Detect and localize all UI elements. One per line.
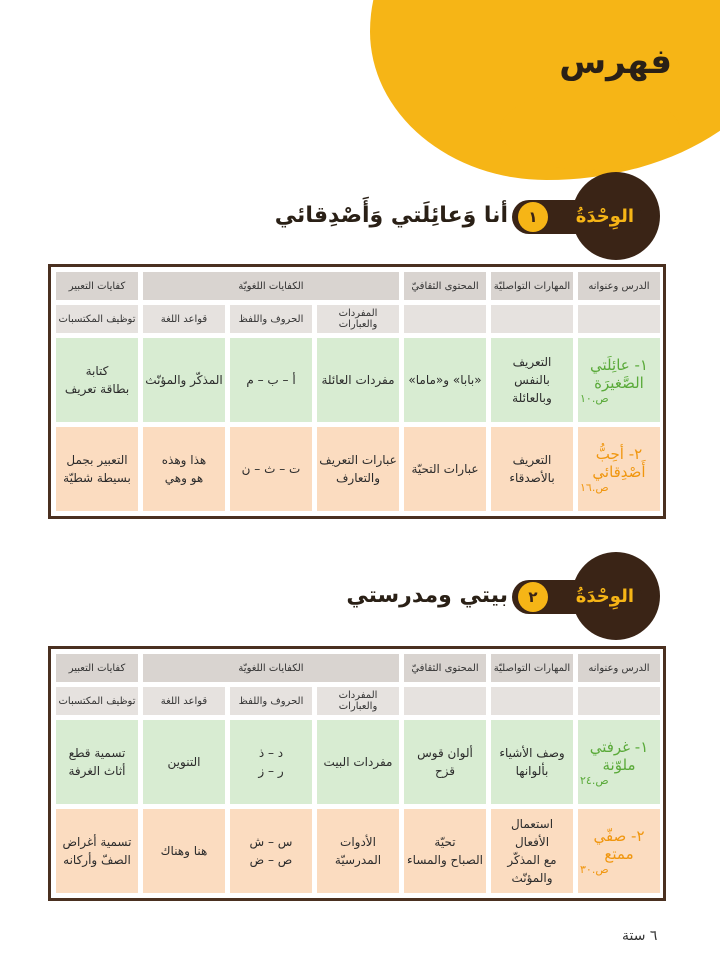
table-row: [56, 809, 660, 893]
letters-cell-line: س – ش: [249, 835, 293, 849]
comm-cell-line: بالنفس وبالعائلة: [512, 373, 552, 405]
header-: [578, 687, 660, 715]
table-row: [56, 427, 660, 511]
header-letters: الحروف واللفظ: [230, 687, 312, 715]
page-number: ٦ ستة: [622, 928, 658, 944]
grammar-cell-line: هنا وهناك: [160, 844, 208, 858]
letters-cell-line: أ – ب – م: [246, 373, 296, 387]
vocab-cell-line: عبارات التعريف: [319, 453, 397, 467]
lesson-title: ١- عائِلَتي: [590, 355, 648, 374]
unit-label: الوِحْدَةُ: [575, 586, 634, 607]
employ-cell-line: التعبير بجمل: [66, 453, 128, 467]
grammar-cell-line: هذا وهذه: [161, 453, 207, 467]
lesson-title: ملوّنة: [602, 755, 636, 774]
page-title: فهرس: [559, 42, 672, 82]
header-lesson: الدرس وعنوانه: [578, 654, 660, 682]
culture-cell: [404, 809, 486, 893]
grammar-cell: [143, 809, 225, 893]
comm-cell-line: استعمال الأفعال: [510, 817, 554, 849]
lesson-title: ١- غرفتي: [589, 737, 649, 756]
unit-2-table: [48, 646, 666, 901]
decorative-yellow-blob-tail: [500, 90, 680, 170]
culture-cell: [404, 720, 486, 804]
culture-cell-line: الصباح والمساء: [407, 853, 483, 867]
letters-cell-line: د – ذ: [258, 746, 284, 760]
lesson-title: ٢- أحِبُّ: [595, 444, 643, 463]
lesson-cell: [578, 338, 660, 422]
header-comm: المهارات التواصليّة: [491, 654, 573, 682]
employ-cell: [56, 427, 138, 511]
grammar-cell-line: المذكّر والمؤنّث: [145, 373, 223, 387]
employ-cell-line: كتابة: [85, 364, 109, 378]
culture-cell-line: ألوان قوس قزح: [417, 746, 473, 778]
comm-cell: [491, 338, 573, 422]
header-culture: المحتوى الثقافيّ: [404, 272, 486, 300]
table-row: [56, 720, 660, 804]
grammar-cell: [143, 720, 225, 804]
lesson-page: ص.٢٤: [580, 773, 609, 787]
culture-cell-line: تحيّة: [434, 835, 456, 849]
unit-1-table: [48, 264, 666, 519]
lesson-cell: [578, 809, 660, 893]
header-: [578, 305, 660, 333]
letters-cell: [230, 720, 312, 804]
letters-cell: [230, 427, 312, 511]
lesson-title: ٢- صفّي: [593, 826, 645, 845]
comm-cell-line: والمؤنّث: [511, 871, 553, 885]
vocab-cell-line: المدرسيّة: [334, 853, 382, 867]
header-expression: كفايات التعبير: [56, 272, 138, 300]
employ-cell-line: بسيطة شطيّة: [63, 471, 131, 485]
header-linguistic: الكفايات اللغويّة: [143, 272, 399, 300]
vocab-cell-line: الأدوات: [340, 835, 376, 849]
letters-cell-line: ر – ز: [258, 764, 284, 778]
vocab-cell: [317, 720, 399, 804]
vocab-cell-line: والتعارف: [335, 471, 381, 485]
culture-cell: [404, 427, 486, 511]
letters-cell: [230, 809, 312, 893]
unit-number: ٢: [518, 582, 548, 612]
letters-cell-line: ص – ض: [249, 853, 293, 867]
header-linguistic: الكفايات اللغويّة: [143, 654, 399, 682]
lesson-page: ص.١٦: [580, 480, 609, 494]
header-lesson: الدرس وعنوانه: [578, 272, 660, 300]
comm-cell-line: التعريف: [512, 355, 552, 369]
comm-cell-line: مع المذكّر: [507, 853, 557, 867]
lesson-title: أَصْدِقائي: [592, 462, 646, 481]
vocab-cell: [317, 338, 399, 422]
header-culture: المحتوى الثقافيّ: [404, 654, 486, 682]
comm-cell: [491, 427, 573, 511]
unit-title: بيتي ومدرستي: [346, 583, 508, 608]
vocab-cell: [317, 809, 399, 893]
employ-cell: [56, 809, 138, 893]
unit-number: ١: [518, 202, 548, 232]
header-: [491, 305, 573, 333]
grammar-cell: [143, 338, 225, 422]
header-grammar: قواعد اللغة: [143, 687, 225, 715]
header-letters: الحروف واللفظ: [230, 305, 312, 333]
employ-cell-line: بطاقة تعريف: [64, 382, 130, 396]
header-: [491, 687, 573, 715]
header-employ: توظيف المكتسبات: [56, 305, 138, 333]
header-: [404, 687, 486, 715]
unit-label: الوِحْدَةُ: [575, 206, 634, 227]
header-employ: توظيف المكتسبات: [56, 687, 138, 715]
comm-cell: [491, 720, 573, 804]
employ-cell-line: أثاث الغرفة: [68, 764, 126, 778]
comm-cell: [491, 809, 573, 893]
lesson-title: ممتع: [604, 844, 634, 863]
employ-cell: [56, 338, 138, 422]
grammar-cell-line: التنوين: [167, 755, 201, 769]
lesson-cell: [578, 720, 660, 804]
employ-cell: [56, 720, 138, 804]
grammar-cell-line: هو وهي: [164, 471, 204, 485]
header-grammar: قواعد اللغة: [143, 305, 225, 333]
table-row: [56, 338, 660, 422]
lesson-cell: [578, 427, 660, 511]
vocab-cell-line: مفردات البيت: [323, 755, 393, 769]
header-vocab: المفردات والعبارات: [317, 305, 399, 333]
comm-cell-line: بالأصدقاء: [509, 471, 555, 485]
employ-cell-line: الصفّ وأركانه: [63, 853, 131, 867]
vocab-cell: [317, 427, 399, 511]
vocab-cell-line: مفردات العائلة: [321, 373, 395, 387]
grammar-cell: [143, 427, 225, 511]
letters-cell-line: ت – ث – ن: [241, 462, 301, 476]
lesson-title: الصَّغيرَة: [594, 373, 644, 392]
employ-cell-line: تسمية أغراض: [62, 835, 132, 849]
lesson-page: ص.١٠: [580, 391, 609, 405]
comm-cell-line: وصف الأشياء: [499, 746, 565, 760]
unit-1-header: [60, 172, 660, 262]
lesson-page: ص.٣٠: [580, 862, 609, 876]
header-: [404, 305, 486, 333]
comm-cell-line: بألوانها: [515, 764, 549, 778]
unit-2-header: [60, 552, 660, 642]
culture-cell: [404, 338, 486, 422]
letters-cell: [230, 338, 312, 422]
employ-cell-line: تسمية قطع: [68, 746, 126, 760]
culture-cell-line: عبارات التحيّة: [411, 462, 479, 476]
header-comm: المهارات التواصليّة: [491, 272, 573, 300]
header-expression: كفايات التعبير: [56, 654, 138, 682]
header-vocab: المفردات والعبارات: [317, 687, 399, 715]
unit-title: أنا وَعائِلَتي وَأَصْدِقائي: [274, 203, 508, 228]
comm-cell-line: التعريف: [512, 453, 552, 467]
culture-cell-line: «بابا» و«ماما»: [408, 373, 482, 387]
